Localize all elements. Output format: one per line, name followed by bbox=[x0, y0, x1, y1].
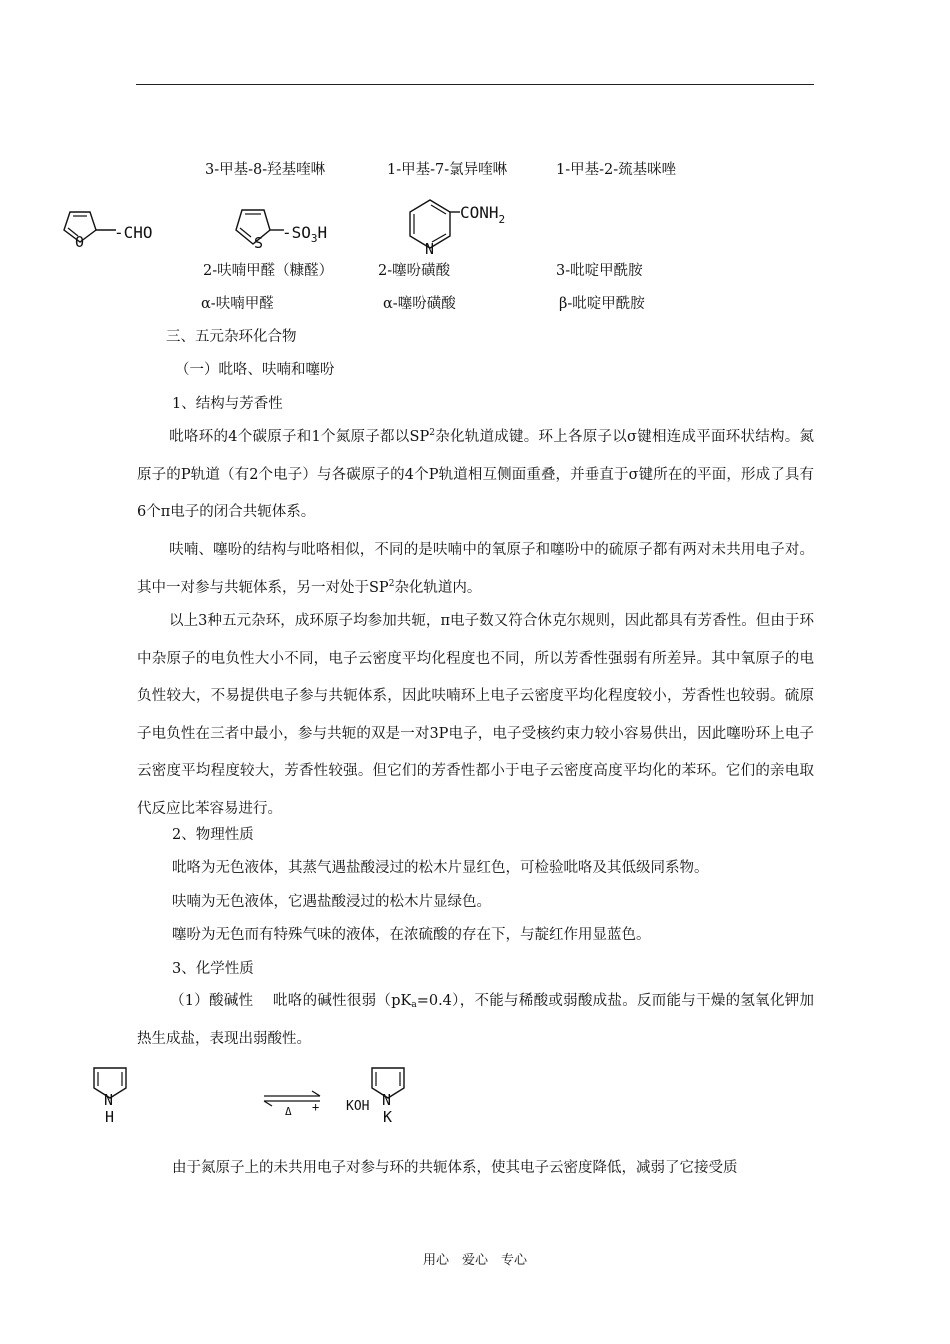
thiophene-h-label: H bbox=[317, 223, 328, 242]
salt-nitrogen-label: N bbox=[382, 1091, 392, 1109]
name-alpha-furaldehyde: α-呋喃甲醛 bbox=[201, 296, 274, 312]
thiophene-sulfonic-structure bbox=[230, 200, 350, 252]
paragraph-acid-base: （1）酸碱性 吡咯的碱性很弱$(pK_a=0.4)$，不能与稀酸或弱酸成盐。反而能与干燥的氢氧化钾加热生成盐，表现出弱酸性。 bbox=[137, 993, 814, 1047]
name-beta-pyridinecarboxamide: β-吡啶甲酰胺 bbox=[559, 296, 645, 312]
heading-pyrrole-furan-thiophene: （一）吡咯、呋喃和噻吩 bbox=[175, 362, 335, 378]
svg-text:CONH2 bbox=[460, 203, 505, 226]
heading-physical-properties: 2、物理性质 bbox=[172, 827, 254, 843]
thiophene-sulfur-label: S bbox=[254, 234, 264, 252]
name-2-furaldehyde: 2-呋喃甲醛（糠醛） bbox=[203, 263, 334, 279]
heading-five-membered: 三、五元杂环化合物 bbox=[166, 329, 297, 345]
heading-structure-aromaticity: 1、结构与芳香性 bbox=[172, 396, 283, 412]
heading-chemical-properties: 3、化学性质 bbox=[172, 961, 254, 977]
name-methyl-chloroisoquinoline: 1-甲基-7-氯异喹啉 bbox=[387, 162, 508, 178]
pyridine-conh-subscript: 2 bbox=[498, 213, 506, 226]
name-methyl-mercaptoimidazole: 1-甲基-2-巯基咪唑 bbox=[556, 162, 677, 178]
koh-reagent-label: KOH bbox=[346, 1099, 370, 1114]
physical-thiophene: 噻吩为无色而有特殊气味的液体，在浓硫酸的存在下，与靛红作用显蓝色。 bbox=[172, 927, 651, 943]
paragraph-aromaticity-comparison: 以上3种五元杂环，成环原子均参加共轭，π电子数又符合休克尔规则，因此都具有芳香性。但由于环中杂原子的电负性大小不同，电子云密度平均化程度也不同，所以芳香性强弱有所差异。其中氧原子的电负性较大，不易提供电子参与共轭体系，因此呋喃环上电子云密度平均化程度较小，芳香性也较弱。硫原子电负性在三者中最小，参与共轭的双是一对3P电子，电子受核约束力较小容易供出，因此噻吩环上电子云密度平均程度较大，芳香性较强。但它们的芳香性都小于电子云密度高度平均化的苯环。它们的亲电取代反应比苯容易进行。 bbox=[137, 613, 814, 817]
page-footer: 用心 爱心 专心 bbox=[422, 1253, 527, 1268]
furan-aldehyde-structure bbox=[58, 200, 158, 252]
heat-delta-label: Δ bbox=[285, 1105, 292, 1118]
svg-text:-SO3H bbox=[282, 223, 327, 245]
furan-oxygen-label: O bbox=[75, 233, 85, 251]
thiophene-so-label: -SO bbox=[282, 223, 311, 242]
pyridine-carboxamide-structure bbox=[402, 196, 522, 258]
name-methyl-hydroxyquinoline: 3-甲基-8-羟基喹啉 bbox=[205, 162, 326, 178]
name-3-pyridinecarboxamide: 3-吡啶甲酰胺 bbox=[556, 263, 643, 279]
pyridine-nitrogen-label: N bbox=[425, 240, 435, 258]
salt-potassium-label: K bbox=[383, 1108, 393, 1126]
paragraph-furan-thiophene-structure: 呋喃、噻吩的结构与吡咯相似，不同的是呋喃中的氧原子和噻吩中的硫原子都有两对未共用电子对。其中一对参与共轭体系，另一对处于$SP^2$杂化轨道内。 bbox=[137, 542, 814, 596]
pyridine-conh-label: CONH bbox=[460, 203, 499, 222]
physical-pyrrole: 吡咯为无色液体，其蒸气遇盐酸浸过的松木片显红色，可检验吡咯及其低级同系物。 bbox=[172, 860, 709, 876]
pyrrole-koh-reaction bbox=[80, 1060, 440, 1132]
name-2-thiophenesulfonic-acid: 2-噻吩磺酸 bbox=[378, 263, 451, 279]
paragraph-basicity-explanation: 由于氮原子上的未共用电子对参与环的共轭体系，使其电子云密度降低，减弱了它接受质 bbox=[172, 1160, 738, 1176]
pyrrole-nitrogen-label: N bbox=[104, 1091, 114, 1109]
pyrrole-hydrogen-label: H bbox=[105, 1108, 115, 1126]
furan-cho-label: -CHO bbox=[114, 223, 153, 242]
paragraph-pyrrole-structure: 吡咯环的4个碳原子和1个氮原子都以$SP^2$杂化轨道成键。环上各原子以σ键相连成平面环状结构。氮原子的P轨道（有2个电子）与各碳原子的4个P轨道相互侧面重叠，并垂直于σ键所在的平面，形成了具有6个π电子的闭合共轭体系。 bbox=[137, 428, 814, 520]
header-rule bbox=[136, 84, 814, 85]
plus-sign: + bbox=[312, 1100, 320, 1114]
physical-furan: 呋喃为无色液体，它遇盐酸浸过的松木片显绿色。 bbox=[172, 894, 491, 910]
name-alpha-thiophenesulfonic-acid: α-噻吩磺酸 bbox=[383, 296, 456, 312]
thiophene-so-subscript: 3 bbox=[310, 232, 318, 245]
